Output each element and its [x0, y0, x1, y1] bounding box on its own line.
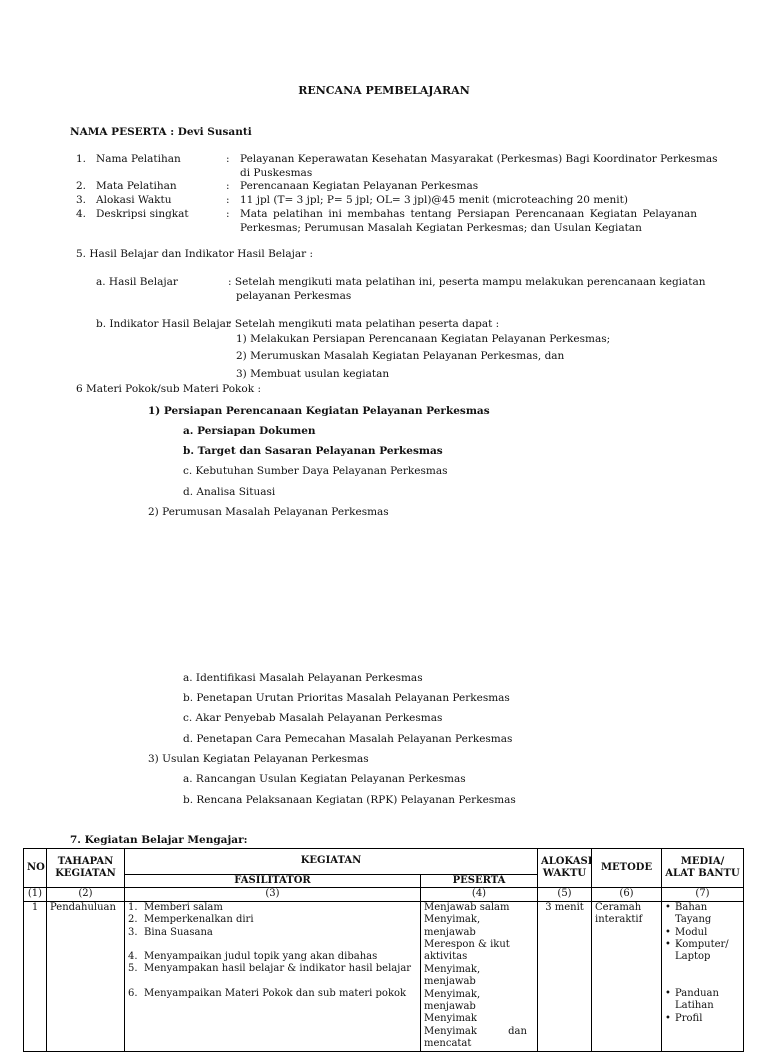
- row-alokasi: 3 menit: [538, 901, 592, 1051]
- list-item: • Profil: [665, 1012, 703, 1024]
- field-num: 2.: [76, 180, 87, 192]
- peserta-line: Menyimak: [424, 1013, 477, 1025]
- field-label: Alokasi Waktu: [96, 194, 172, 206]
- field-label: Mata Pelatihan: [96, 180, 177, 192]
- peserta-line: Menjawab salam: [424, 901, 510, 913]
- hasil-belajar-label: a. Hasil Belajar: [96, 276, 178, 288]
- row-tahapan: Pendahuluan: [47, 901, 125, 1051]
- peserta-line: Menyimak, menjawab: [424, 914, 481, 938]
- header-fasilitator: FASILITATOR: [125, 875, 421, 888]
- column-number: (4): [421, 888, 538, 901]
- field-separator: :: [226, 153, 230, 165]
- column-number: (6): [592, 888, 662, 901]
- materi-2-item: a. Identifikasi Masalah Pelayanan Perkesmas: [183, 672, 423, 684]
- header-alokasi: ALOKASI WAKTU: [538, 849, 592, 888]
- header-media: MEDIA/ ALAT BANTU: [662, 849, 744, 888]
- list-item: • Modul: [665, 926, 708, 938]
- header-no: NO: [24, 849, 47, 888]
- hasil-belajar-text: : Setelah mengikuti mata pelatihan ini, peserta mampu melakukan perencanaan kegiatan: [228, 276, 706, 288]
- list-item: 3. Bina Suasana: [128, 926, 213, 938]
- materi-1-item: a. Persiapan Dokumen: [183, 425, 316, 437]
- column-number: (3): [125, 888, 421, 901]
- materi-3-item: a. Rancangan Usulan Kegiatan Pelayanan Perkesmas: [183, 773, 466, 785]
- table-column-number-row: [24, 888, 744, 901]
- participant-name: NAMA PESERTA : Devi Susanti: [70, 126, 252, 138]
- peserta-line: Menyimak dan: [424, 1025, 527, 1037]
- materi-1-item: c. Kebutuhan Sumber Daya Pelayanan Perkesmas: [183, 465, 448, 477]
- materi-3-item: b. Rencana Pelaksanaan Kegiatan (RPK) Pelayanan Perkesmas: [183, 794, 516, 806]
- section-5-heading: 5. Hasil Belajar dan Indikator Hasil Belajar :: [76, 248, 314, 260]
- row-media: [662, 901, 744, 1051]
- peserta-line: mencatat: [424, 1038, 472, 1050]
- table-header-row: [24, 849, 744, 875]
- field-value: Pelayanan Keperawatan Kesehatan Masyarakat (Perkesmas) Bagi Koordinator Perkesmas: [240, 153, 718, 165]
- page-title: RENCANA PEMBELAJARAN: [298, 84, 470, 97]
- field-num: 4.: [76, 208, 87, 220]
- indikator-label: b. Indikator Hasil Belajar: [96, 318, 231, 330]
- peserta-line: aktivitas: [424, 951, 468, 963]
- header-metode: METODE: [592, 849, 662, 888]
- indikator-item: 1) Melakukan Persiapan Perencanaan Kegiatan Pelayanan Perkesmas;: [236, 333, 611, 345]
- peserta-line: Menyimak, menjawab: [424, 988, 481, 1013]
- field-separator: :: [226, 194, 230, 206]
- peserta-line: Merespon & ikut: [424, 939, 510, 951]
- field-value-cont: di Puskesmas: [240, 167, 313, 179]
- section-7-heading: 7. Kegiatan Belajar Mengajar:: [70, 834, 248, 846]
- list-item: 2. Memperkenalkan diri: [128, 914, 254, 926]
- indikator-text: : Setelah mengikuti mata pelatihan peserta dapat :: [228, 318, 500, 330]
- indikator-item: 3) Membuat usulan kegiatan: [236, 368, 390, 380]
- field-value: 11 jpl (T= 3 jpl; P= 5 jpl; OL= 3 jpl)@45 menit (microteaching 20 menit): [240, 194, 628, 206]
- list-item: 1. Memberi salam: [128, 901, 223, 913]
- field-separator: :: [226, 180, 230, 192]
- list-item: • Komputer/ Laptop: [665, 939, 729, 963]
- materi-1-item: b. Target dan Sasaran Pelayanan Perkesmas: [183, 445, 443, 457]
- header-tahapan: TAHAPAN KEGIATAN: [47, 849, 125, 888]
- materi-2-item: d. Penetapan Cara Pemecahan Masalah Pelayanan Perkesmas: [183, 733, 513, 745]
- hasil-belajar-text-cont: pelayanan Perkesmas: [236, 290, 352, 302]
- field-num: 1.: [76, 153, 87, 165]
- field-num: 3.: [76, 194, 87, 206]
- field-value: Perencanaan Kegiatan Pelayanan Perkesmas: [240, 180, 479, 192]
- materi-2-heading: 2) Perumusan Masalah Pelayanan Perkesmas: [148, 506, 389, 518]
- kegiatan-table: [23, 848, 744, 1052]
- row-no: 1: [24, 901, 47, 1051]
- column-number: (7): [662, 888, 744, 901]
- list-item: • Bahan Tayang: [665, 901, 712, 926]
- row-metode: Ceramah interaktif: [592, 901, 662, 1051]
- indikator-item: 2) Merumuskan Masalah Kegiatan Pelayanan Perkesmas, dan: [236, 350, 565, 362]
- materi-2-item: b. Penetapan Urutan Prioritas Masalah Pelayanan Perkesmas: [183, 692, 510, 704]
- row-fasilitator: [125, 901, 421, 1051]
- materi-3-heading: 3) Usulan Kegiatan Pelayanan Perkesmas: [148, 753, 369, 765]
- materi-1-heading: 1) Persiapan Perencanaan Kegiatan Pelayanan Perkesmas: [148, 405, 490, 417]
- list-item: 5. Menyampakan hasil belajar & indikator hasil belajar: [128, 963, 412, 975]
- column-number: (1): [24, 888, 47, 901]
- list-item: 6. Menyampaikan Materi Pokok dan sub materi pokok: [128, 987, 407, 999]
- materi-1-item: d. Analisa Situasi: [183, 486, 276, 498]
- peserta-line: Menyimak, menjawab: [424, 963, 481, 988]
- field-separator: :: [226, 208, 230, 220]
- section-6-heading: 6 Materi Pokok/sub Materi Pokok :: [76, 383, 261, 395]
- header-kegiatan: KEGIATAN: [125, 849, 538, 875]
- list-item: • Panduan Latihan: [665, 987, 719, 1012]
- column-number: (5): [538, 888, 592, 901]
- row-peserta: [421, 901, 538, 1051]
- column-number: (2): [47, 888, 125, 901]
- field-label: Deskripsi singkat: [96, 208, 189, 220]
- field-value-description: Mata pelatihan ini membahas tentang Persiapan Perencanaan Kegiatan Pelayanan Perkesmas; Perumusan Masalah Kegiatan Perkesmas; dan Usulan Kegiatan: [240, 208, 697, 234]
- table-row: [24, 901, 744, 1051]
- field-label: Nama Pelatihan: [96, 153, 181, 165]
- list-item: 4. Menyampaikan judul topik yang akan dibahas: [128, 951, 378, 963]
- header-peserta: PESERTA: [421, 875, 538, 888]
- materi-2-item: c. Akar Penyebab Masalah Pelayanan Perkesmas: [183, 712, 443, 724]
